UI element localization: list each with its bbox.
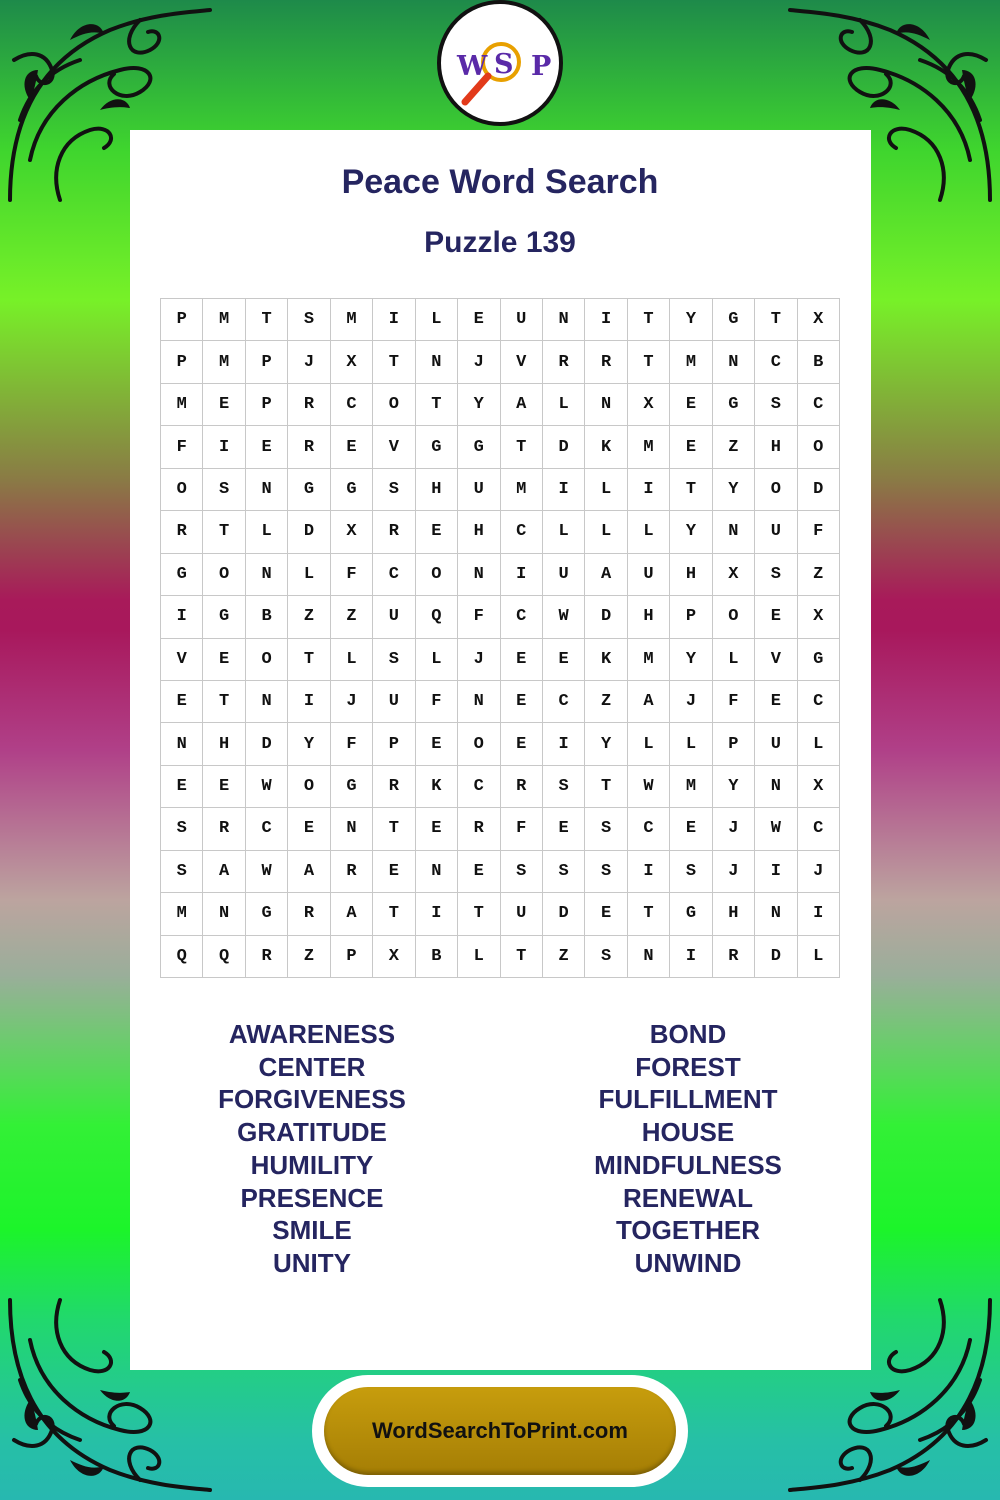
grid-cell[interactable]: V bbox=[501, 341, 543, 383]
grid-cell[interactable]: O bbox=[713, 596, 755, 638]
grid-cell[interactable]: S bbox=[585, 808, 627, 850]
grid-cell[interactable]: Y bbox=[585, 723, 627, 765]
grid-cell[interactable]: E bbox=[246, 426, 288, 468]
grid-cell[interactable]: S bbox=[373, 639, 415, 681]
grid-cell[interactable]: S bbox=[755, 554, 797, 596]
grid-cell[interactable]: F bbox=[458, 596, 500, 638]
grid-cell[interactable]: F bbox=[713, 681, 755, 723]
grid-cell[interactable]: T bbox=[628, 341, 670, 383]
grid-cell[interactable]: M bbox=[161, 893, 203, 935]
grid-cell[interactable]: E bbox=[458, 851, 500, 893]
grid-cell[interactable]: J bbox=[713, 851, 755, 893]
grid-cell[interactable]: T bbox=[628, 893, 670, 935]
grid-cell[interactable]: F bbox=[331, 723, 373, 765]
grid-cell[interactable]: J bbox=[798, 851, 840, 893]
grid-cell[interactable]: T bbox=[755, 299, 797, 341]
grid-cell[interactable]: O bbox=[246, 639, 288, 681]
grid-cell[interactable]: M bbox=[628, 426, 670, 468]
grid-cell[interactable]: P bbox=[713, 723, 755, 765]
grid-cell[interactable]: E bbox=[416, 723, 458, 765]
grid-cell[interactable]: Z bbox=[798, 554, 840, 596]
grid-cell[interactable]: N bbox=[628, 936, 670, 978]
grid-cell[interactable]: G bbox=[203, 596, 245, 638]
grid-cell[interactable]: L bbox=[585, 469, 627, 511]
word-list-item: AWARENESS bbox=[228, 1019, 396, 1049]
word-list-item: FORGIVENESS bbox=[218, 1084, 406, 1115]
grid-cell[interactable]: N bbox=[458, 554, 500, 596]
grid-cell[interactable]: N bbox=[755, 766, 797, 808]
grid-cell[interactable]: R bbox=[246, 936, 288, 978]
grid-cell[interactable]: H bbox=[628, 596, 670, 638]
grid-cell[interactable]: E bbox=[416, 808, 458, 850]
grid-cell[interactable]: C bbox=[628, 808, 670, 850]
grid-cell[interactable]: T bbox=[585, 766, 627, 808]
grid-cell[interactable]: D bbox=[246, 723, 288, 765]
grid-cell[interactable]: U bbox=[501, 299, 543, 341]
grid-cell[interactable]: N bbox=[203, 893, 245, 935]
word-list-item: TOGETHER bbox=[616, 1215, 760, 1246]
grid-cell[interactable]: I bbox=[161, 596, 203, 638]
grid-cell[interactable]: L bbox=[628, 511, 670, 553]
grid-cell[interactable]: A bbox=[585, 554, 627, 596]
grid-cell[interactable]: Z bbox=[288, 596, 330, 638]
grid-cell[interactable]: E bbox=[501, 639, 543, 681]
grid-cell[interactable]: F bbox=[501, 808, 543, 850]
grid-cell[interactable]: M bbox=[203, 299, 245, 341]
grid-cell[interactable]: O bbox=[203, 554, 245, 596]
grid-cell[interactable]: L bbox=[416, 299, 458, 341]
grid-cell[interactable]: J bbox=[288, 341, 330, 383]
grid-cell[interactable]: X bbox=[331, 341, 373, 383]
grid-cell[interactable]: E bbox=[288, 808, 330, 850]
grid-cell[interactable]: R bbox=[288, 893, 330, 935]
grid-cell[interactable]: H bbox=[416, 469, 458, 511]
grid-cell[interactable]: M bbox=[501, 469, 543, 511]
grid-cell[interactable]: E bbox=[203, 384, 245, 426]
grid-cell[interactable]: X bbox=[798, 299, 840, 341]
word-list-item: UNWIND bbox=[634, 1247, 742, 1278]
grid-cell[interactable]: N bbox=[246, 469, 288, 511]
grid-cell[interactable]: O bbox=[458, 723, 500, 765]
grid-cell[interactable]: R bbox=[288, 384, 330, 426]
grid-cell[interactable]: C bbox=[501, 596, 543, 638]
grid-cell[interactable]: L bbox=[713, 639, 755, 681]
grid-cell[interactable]: J bbox=[458, 341, 500, 383]
logo-letter-p: P bbox=[531, 51, 552, 82]
grid-cell[interactable]: O bbox=[161, 469, 203, 511]
grid-cell[interactable]: P bbox=[246, 384, 288, 426]
grid-cell[interactable]: A bbox=[331, 893, 373, 935]
grid-cell[interactable]: N bbox=[713, 511, 755, 553]
grid-cell[interactable]: M bbox=[203, 341, 245, 383]
grid-cell[interactable]: S bbox=[543, 851, 585, 893]
site-link-button[interactable] bbox=[324, 1387, 676, 1475]
grid-cell[interactable]: P bbox=[246, 341, 288, 383]
grid-cell[interactable]: D bbox=[798, 469, 840, 511]
grid-cell[interactable]: Q bbox=[203, 936, 245, 978]
grid-cell[interactable]: K bbox=[585, 639, 627, 681]
grid-cell[interactable]: Y bbox=[713, 469, 755, 511]
grid-cell[interactable]: E bbox=[670, 384, 712, 426]
grid-cell[interactable]: T bbox=[373, 808, 415, 850]
grid-cell[interactable]: I bbox=[670, 936, 712, 978]
grid-cell[interactable]: L bbox=[670, 723, 712, 765]
grid-cell[interactable]: T bbox=[373, 341, 415, 383]
grid-cell[interactable]: H bbox=[458, 511, 500, 553]
grid-cell[interactable]: G bbox=[458, 426, 500, 468]
grid-cell[interactable]: J bbox=[670, 681, 712, 723]
grid-cell[interactable]: U bbox=[373, 681, 415, 723]
grid-cell[interactable]: Y bbox=[288, 723, 330, 765]
grid-cell[interactable]: I bbox=[416, 893, 458, 935]
grid-cell[interactable]: D bbox=[755, 936, 797, 978]
grid-cell[interactable]: N bbox=[331, 808, 373, 850]
grid-cell[interactable]: S bbox=[203, 469, 245, 511]
grid-cell[interactable]: C bbox=[501, 511, 543, 553]
grid-cell[interactable]: E bbox=[585, 893, 627, 935]
grid-cell[interactable]: E bbox=[161, 766, 203, 808]
grid-cell[interactable]: I bbox=[288, 681, 330, 723]
grid-cell[interactable]: I bbox=[798, 893, 840, 935]
word-list-item: SMILE bbox=[272, 1215, 352, 1246]
grid-cell[interactable]: E bbox=[670, 426, 712, 468]
grid-cell[interactable]: G bbox=[713, 299, 755, 341]
page-title: Peace Word Search bbox=[341, 163, 659, 201]
grid-cell[interactable]: L bbox=[416, 639, 458, 681]
word-list-item: HUMILITY bbox=[250, 1149, 374, 1180]
grid-cell[interactable]: T bbox=[501, 936, 543, 978]
grid-cell[interactable]: L bbox=[543, 384, 585, 426]
grid-cell[interactable]: N bbox=[458, 681, 500, 723]
grid-cell[interactable]: J bbox=[458, 639, 500, 681]
grid-cell[interactable]: M bbox=[628, 639, 670, 681]
grid-cell[interactable]: C bbox=[246, 808, 288, 850]
grid-cell[interactable]: T bbox=[373, 893, 415, 935]
word-list-item: CENTER bbox=[258, 1051, 366, 1082]
grid-cell[interactable]: O bbox=[288, 766, 330, 808]
grid-cell[interactable]: C bbox=[331, 384, 373, 426]
grid-cell[interactable]: U bbox=[458, 469, 500, 511]
grid-cell[interactable]: T bbox=[203, 681, 245, 723]
grid-cell[interactable]: L bbox=[458, 936, 500, 978]
grid-cell[interactable]: S bbox=[585, 851, 627, 893]
word-list-item: UNITY bbox=[273, 1247, 351, 1278]
grid-cell[interactable]: E bbox=[416, 511, 458, 553]
grid-cell[interactable]: C bbox=[373, 554, 415, 596]
grid-cell[interactable]: X bbox=[798, 766, 840, 808]
grid-cell[interactable]: N bbox=[246, 681, 288, 723]
grid-cell[interactable]: T bbox=[458, 893, 500, 935]
grid-cell[interactable]: R bbox=[585, 341, 627, 383]
grid-cell[interactable]: P bbox=[161, 299, 203, 341]
grid-cell[interactable]: L bbox=[331, 639, 373, 681]
grid-cell[interactable]: X bbox=[628, 384, 670, 426]
word-list-item: FULFILLMENT bbox=[598, 1084, 778, 1115]
grid-cell[interactable]: G bbox=[161, 554, 203, 596]
grid-cell[interactable]: L bbox=[798, 936, 840, 978]
grid-cell[interactable]: F bbox=[798, 511, 840, 553]
grid-cell[interactable]: R bbox=[161, 511, 203, 553]
grid-cell[interactable]: X bbox=[331, 511, 373, 553]
grid-cell[interactable]: G bbox=[670, 893, 712, 935]
grid-cell[interactable]: D bbox=[543, 426, 585, 468]
grid-cell[interactable]: E bbox=[501, 681, 543, 723]
grid-cell[interactable]: L bbox=[798, 723, 840, 765]
logo-letter-s: S bbox=[494, 49, 514, 80]
grid-cell[interactable]: I bbox=[543, 469, 585, 511]
grid-cell[interactable]: J bbox=[713, 808, 755, 850]
word-search-grid bbox=[160, 298, 840, 978]
grid-cell[interactable]: U bbox=[755, 511, 797, 553]
grid-cell[interactable]: E bbox=[373, 851, 415, 893]
grid-cell[interactable]: I bbox=[203, 426, 245, 468]
grid-cell[interactable]: D bbox=[288, 511, 330, 553]
grid-cell[interactable]: E bbox=[501, 723, 543, 765]
grid-cell[interactable]: N bbox=[161, 723, 203, 765]
grid-cell[interactable]: Z bbox=[331, 596, 373, 638]
grid-cell[interactable]: H bbox=[670, 554, 712, 596]
grid-cell[interactable]: V bbox=[373, 426, 415, 468]
grid-cell[interactable]: O bbox=[755, 469, 797, 511]
logo-letter-w: W bbox=[457, 51, 488, 82]
grid-cell[interactable]: L bbox=[585, 511, 627, 553]
grid-cell[interactable]: V bbox=[755, 639, 797, 681]
grid-cell[interactable]: W bbox=[543, 596, 585, 638]
grid-cell[interactable]: Z bbox=[288, 936, 330, 978]
grid-cell[interactable]: C bbox=[755, 341, 797, 383]
word-list-item: HOUSE bbox=[641, 1117, 735, 1148]
grid-cell[interactable]: W bbox=[246, 766, 288, 808]
grid-cell[interactable]: I bbox=[755, 851, 797, 893]
grid-cell[interactable]: G bbox=[713, 384, 755, 426]
grid-cell[interactable]: G bbox=[798, 639, 840, 681]
grid-cell[interactable]: W bbox=[246, 851, 288, 893]
grid-cell[interactable]: Q bbox=[416, 596, 458, 638]
grid-cell[interactable]: N bbox=[713, 341, 755, 383]
grid-cell[interactable]: X bbox=[373, 936, 415, 978]
grid-cell[interactable]: R bbox=[203, 808, 245, 850]
grid-cell[interactable]: T bbox=[628, 299, 670, 341]
grid-cell[interactable]: T bbox=[416, 384, 458, 426]
grid-cell[interactable]: S bbox=[543, 766, 585, 808]
word-list-left bbox=[162, 1018, 462, 1280]
grid-cell[interactable]: E bbox=[458, 299, 500, 341]
grid-cell[interactable]: P bbox=[373, 723, 415, 765]
grid-cell[interactable]: Z bbox=[713, 426, 755, 468]
grid-cell[interactable]: L bbox=[628, 723, 670, 765]
grid-cell[interactable]: N bbox=[585, 384, 627, 426]
grid-cell[interactable]: E bbox=[543, 639, 585, 681]
grid-cell[interactable]: S bbox=[501, 851, 543, 893]
grid-cell[interactable]: C bbox=[798, 808, 840, 850]
grid-cell[interactable]: N bbox=[543, 299, 585, 341]
grid-cell[interactable]: R bbox=[543, 341, 585, 383]
grid-cell[interactable]: S bbox=[755, 384, 797, 426]
grid-cell[interactable]: J bbox=[331, 681, 373, 723]
grid-cell[interactable]: G bbox=[246, 893, 288, 935]
grid-cell[interactable]: N bbox=[416, 341, 458, 383]
grid-cell[interactable]: S bbox=[373, 469, 415, 511]
grid-cell[interactable]: R bbox=[501, 766, 543, 808]
grid-cell[interactable]: C bbox=[458, 766, 500, 808]
grid-cell[interactable]: R bbox=[373, 511, 415, 553]
grid-cell[interactable]: O bbox=[373, 384, 415, 426]
grid-cell[interactable]: A bbox=[203, 851, 245, 893]
grid-cell[interactable]: B bbox=[246, 596, 288, 638]
word-list-item: BOND bbox=[649, 1019, 727, 1049]
grid-cell[interactable]: I bbox=[373, 299, 415, 341]
site-link-label: WordSearchToPrint.com bbox=[372, 1418, 628, 1443]
grid-cell[interactable]: N bbox=[755, 893, 797, 935]
grid-cell[interactable]: R bbox=[458, 808, 500, 850]
grid-cell[interactable]: G bbox=[331, 469, 373, 511]
grid-cell[interactable]: Y bbox=[713, 766, 755, 808]
grid-cell[interactable]: A bbox=[501, 384, 543, 426]
grid-cell[interactable]: M bbox=[331, 299, 373, 341]
grid-cell[interactable]: Z bbox=[543, 936, 585, 978]
grid-cell[interactable]: Y bbox=[458, 384, 500, 426]
grid-cell[interactable]: D bbox=[585, 596, 627, 638]
grid-cell[interactable]: S bbox=[288, 299, 330, 341]
word-list-item: GRATITUDE bbox=[237, 1117, 387, 1148]
grid-cell[interactable]: E bbox=[203, 639, 245, 681]
grid-cell[interactable]: U bbox=[628, 554, 670, 596]
grid-cell[interactable]: P bbox=[161, 341, 203, 383]
grid-cell[interactable]: V bbox=[161, 639, 203, 681]
grid-cell[interactable]: S bbox=[585, 936, 627, 978]
grid-cell[interactable]: M bbox=[670, 766, 712, 808]
grid-cell[interactable]: N bbox=[416, 851, 458, 893]
grid-cell[interactable]: D bbox=[543, 893, 585, 935]
grid-cell[interactable]: S bbox=[670, 851, 712, 893]
grid-cell[interactable]: X bbox=[798, 596, 840, 638]
grid-cell[interactable]: E bbox=[331, 426, 373, 468]
grid-cell[interactable]: G bbox=[331, 766, 373, 808]
grid-cell[interactable]: G bbox=[288, 469, 330, 511]
grid-cell[interactable]: A bbox=[288, 851, 330, 893]
grid-cell[interactable]: M bbox=[161, 384, 203, 426]
grid-cell[interactable]: L bbox=[246, 511, 288, 553]
grid-cell[interactable]: T bbox=[203, 511, 245, 553]
word-list-item: FOREST bbox=[635, 1051, 741, 1082]
grid-cell[interactable]: B bbox=[798, 341, 840, 383]
grid-cell[interactable]: B bbox=[416, 936, 458, 978]
grid-cell[interactable]: K bbox=[585, 426, 627, 468]
footer-badge bbox=[312, 1375, 688, 1487]
grid-cell[interactable]: W bbox=[628, 766, 670, 808]
word-list-item: MINDFULNESS bbox=[594, 1149, 782, 1180]
grid-cell[interactable]: Y bbox=[670, 639, 712, 681]
grid-cell[interactable]: E bbox=[755, 681, 797, 723]
grid-cell[interactable]: I bbox=[628, 469, 670, 511]
grid-cell[interactable]: E bbox=[543, 808, 585, 850]
grid-cell[interactable]: Z bbox=[585, 681, 627, 723]
grid-cell[interactable]: X bbox=[713, 554, 755, 596]
grid-cell[interactable]: U bbox=[755, 723, 797, 765]
grid-cell[interactable]: S bbox=[161, 808, 203, 850]
grid-cell[interactable]: O bbox=[416, 554, 458, 596]
grid-cell[interactable]: T bbox=[246, 299, 288, 341]
grid-cell[interactable]: L bbox=[543, 511, 585, 553]
grid-cell[interactable]: E bbox=[670, 808, 712, 850]
grid-cell[interactable]: I bbox=[501, 554, 543, 596]
grid-cell[interactable]: E bbox=[161, 681, 203, 723]
grid-cell[interactable]: L bbox=[288, 554, 330, 596]
grid-cell[interactable]: U bbox=[373, 596, 415, 638]
grid-cell[interactable]: S bbox=[161, 851, 203, 893]
grid-cell[interactable]: I bbox=[628, 851, 670, 893]
grid-cell[interactable]: Y bbox=[670, 511, 712, 553]
grid-cell[interactable]: H bbox=[203, 723, 245, 765]
grid-cell[interactable]: P bbox=[670, 596, 712, 638]
grid-cell[interactable]: R bbox=[713, 936, 755, 978]
grid-cell[interactable]: N bbox=[246, 554, 288, 596]
grid-cell[interactable]: C bbox=[543, 681, 585, 723]
grid-cell[interactable]: Q bbox=[161, 936, 203, 978]
grid-cell[interactable]: F bbox=[161, 426, 203, 468]
grid-cell[interactable]: R bbox=[373, 766, 415, 808]
grid-cell[interactable]: U bbox=[543, 554, 585, 596]
grid-cell[interactable]: Y bbox=[670, 299, 712, 341]
grid-cell[interactable]: H bbox=[713, 893, 755, 935]
grid-cell[interactable]: P bbox=[331, 936, 373, 978]
grid-cell[interactable]: T bbox=[670, 469, 712, 511]
grid-cell[interactable]: K bbox=[416, 766, 458, 808]
grid-cell[interactable]: R bbox=[331, 851, 373, 893]
grid-cell[interactable]: G bbox=[416, 426, 458, 468]
word-list-item: PRESENCE bbox=[240, 1182, 384, 1213]
grid-cell[interactable]: M bbox=[670, 341, 712, 383]
grid-cell[interactable]: T bbox=[501, 426, 543, 468]
grid-cell[interactable]: I bbox=[585, 299, 627, 341]
word-list-item: RENEWAL bbox=[623, 1182, 753, 1213]
grid-cell[interactable]: C bbox=[798, 384, 840, 426]
grid-cell[interactable]: C bbox=[798, 681, 840, 723]
puzzle-number: Puzzle 139 bbox=[424, 226, 576, 259]
grid-cell[interactable]: T bbox=[288, 639, 330, 681]
grid-cell[interactable]: A bbox=[628, 681, 670, 723]
word-list-right bbox=[538, 1018, 838, 1280]
grid-cell[interactable]: R bbox=[288, 426, 330, 468]
grid-cell[interactable]: O bbox=[798, 426, 840, 468]
grid-cell[interactable]: E bbox=[203, 766, 245, 808]
site-logo[interactable] bbox=[437, 0, 563, 126]
grid-cell[interactable]: I bbox=[543, 723, 585, 765]
grid-cell[interactable]: E bbox=[755, 596, 797, 638]
grid-cell[interactable]: F bbox=[331, 554, 373, 596]
grid-cell[interactable]: U bbox=[501, 893, 543, 935]
grid-cell[interactable]: F bbox=[416, 681, 458, 723]
grid-cell[interactable]: H bbox=[755, 426, 797, 468]
grid-cell[interactable]: W bbox=[755, 808, 797, 850]
